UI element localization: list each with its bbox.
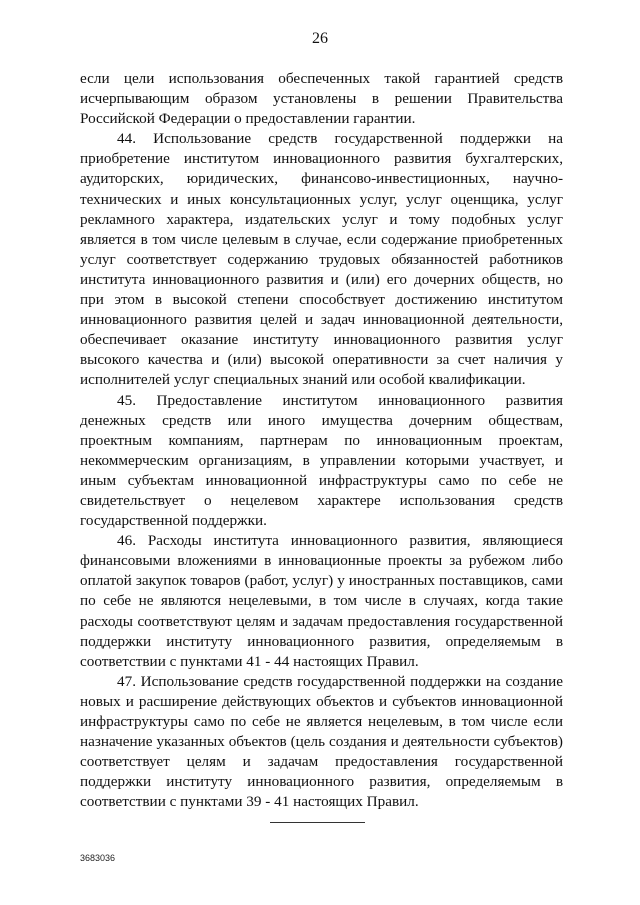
paragraph-47: 47. Использование средств государственной поддержки на создание новых и расширение действующих объектов и субъектов инновационной инфраструктуры само по себе не является нецелевым, в том числе если назначение указанных объектов (цель создания и деятельности субъектов) соответствует целям и задачам предоставления государственной поддержки институту инновационного развития, определяемым в соответствии с пунктами 39 - 41 настоящих Правил. <box>80 672 563 811</box>
page-number: 26 <box>312 30 328 47</box>
paragraph-45: 45. Предоставление институтом инновационного развития денежных средств или иного имущества дочерним обществам, проектным компаниям, партнерам по инновационным проектам, некоммерческим организациям, в управлении которыми участвует, и иным субъектам инновационной инфраструктуры само по себе не свидетельствует о нецелевом характере использования средств государственной поддержки. <box>80 391 563 530</box>
paragraph-46: 46. Расходы института инновационного развития, являющиеся финансовыми вложениями в инновационные проекты за рубежом либо оплатой закупок товаров (работ, услуг) у иностранных поставщиков, сами по себе не являются нецелевыми, в том числе в случаях, когда такие расходы соответствуют целям и задачам предоставления государственной поддержки институту инновационного развития, определяемым в соответствии с пунктами 41 - 44 настоящих Правил. <box>80 532 563 670</box>
document-code: 3683036 <box>80 853 116 863</box>
paragraph-continuation: если цели использования обеспеченных такой гарантией средств исчерпывающим образом установлены в решении Правительства Российской Федерации о предоставлении гарантии. <box>80 70 563 128</box>
paragraph-44: 44. Использование средств государственной поддержки на приобретение институтом инновационного развития бухгалтерских, аудиторских, юридических, финансово-инвестиционных, научно-технических и иных консультационных услуг, услуг оценщика, услуг рекламного характера, издательских услуг и тому подобных услуг является в том числе целевым в случае, если содержание приобретенных услуг соответствует содержанию трудовых обязанностей работников института инновационного развития и (или) его дочерних обществ, но при этом в высокой степени способствует достижению институтом инновационного развития целей и задач инновационной деятельности, обеспечивает оказание институту инновационного развития услуг высокого качества и (или) высокой оперативности за счет наличия у исполнителей услуг специальных знаний или особой квалификации. <box>80 130 563 389</box>
document-body <box>80 69 563 812</box>
end-separator-line <box>270 822 365 823</box>
